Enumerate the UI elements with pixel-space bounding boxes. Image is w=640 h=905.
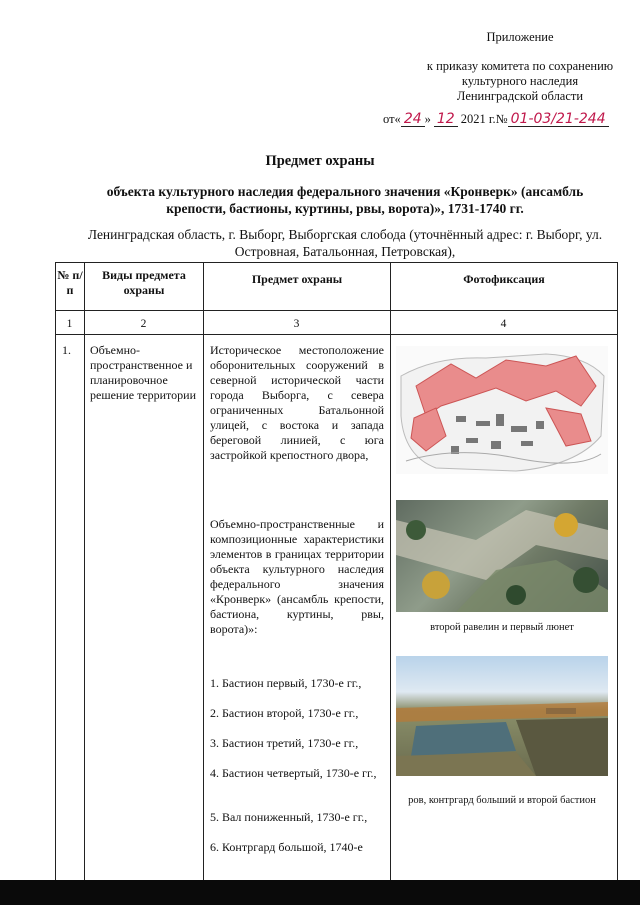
order-month: 12 [434, 112, 458, 127]
table-col-divider-1 [84, 262, 85, 905]
header-kind: Виды предмета охраны [102, 268, 186, 297]
photo-caption-1: второй равелин и первый люнет [430, 622, 574, 633]
photo-caption-2: ров, контргард больший и второй бастион [408, 795, 596, 806]
col-number-3: 3 [293, 318, 300, 330]
order-from-label: от« [383, 112, 401, 126]
subject-paragraph-1: Историческое местоположение оборонительных сооружений в северной исторической части города Выборга, с севера ограниченных Батальонной улицей, с востока и запада береговой линией, с юга застройкой крепостного двора, [210, 343, 384, 462]
site-plan-map [396, 346, 608, 474]
col-number-2: 2 [140, 318, 147, 330]
panorama-photo-moat [396, 656, 608, 776]
list-item: 5. Вал пониженный, 1730-е гг., [210, 810, 368, 824]
table-border-top [55, 262, 617, 263]
table-col-divider-3 [390, 262, 391, 905]
header-photo: Фотофиксация [463, 272, 545, 286]
col-number-1: 1 [66, 318, 73, 330]
order-year: 2021 г.№ [460, 112, 508, 126]
subject-paragraph-2: Объемно-пространственные и композиционные характеристики элементов в границах территории объекта культурного наследия федерального значения «Кронверк» (ансамбль крепости, бастиона, куртины, рвы, ворота)»: [210, 517, 384, 636]
header-number: № п/п [57, 268, 83, 297]
order-number: 01-03/21-244 [508, 112, 609, 127]
order-description: к приказу комитета по сохранению культурного наследия Ленинградской области [426, 59, 614, 103]
protection-kind: Объемно-пространственное и планировочное решение территории [90, 343, 196, 402]
list-item: 2. Бастион второй, 1730-е гг., [210, 706, 359, 720]
list-item: 6. Контргард большой, 1740-е [210, 840, 363, 854]
document-subtitle: объекта культурного наследия федерального значения «Кронверк» (ансамбль крепости, бастионы, куртины, рвы, ворота)», 1731-1740 гг. [106, 184, 584, 216]
table-header-divider [55, 310, 617, 311]
appendix-label: Приложение [486, 30, 554, 44]
object-address: Ленинградская область, г. Выборг, Выборгская слобода (уточнённый адрес: г. Выборг, ул. Островная, Батальонная, Петровская), [87, 227, 603, 259]
order-day: 24 [401, 112, 425, 127]
list-item: 1. Бастион первый, 1730-е гг., [210, 676, 362, 690]
aerial-photo-ravelin [396, 500, 608, 612]
scan-edge-bar [0, 880, 640, 905]
appendix-block [420, 30, 620, 104]
table-border-left [55, 262, 56, 905]
row-number: 1. [62, 343, 71, 357]
table-number-divider [55, 334, 617, 335]
header-subject: Предмет охраны [251, 272, 343, 286]
col-number-4: 4 [500, 318, 507, 330]
table-col-divider-2 [203, 262, 204, 905]
list-item: 4. Бастион четвертый, 1730-е гг., [210, 766, 377, 780]
order-separator: » [424, 112, 431, 126]
order-date-number [383, 112, 609, 127]
table-border-right [617, 262, 618, 905]
list-item: 3. Бастион третий, 1730-е гг., [210, 736, 359, 750]
document-title: Предмет охраны [265, 153, 375, 169]
